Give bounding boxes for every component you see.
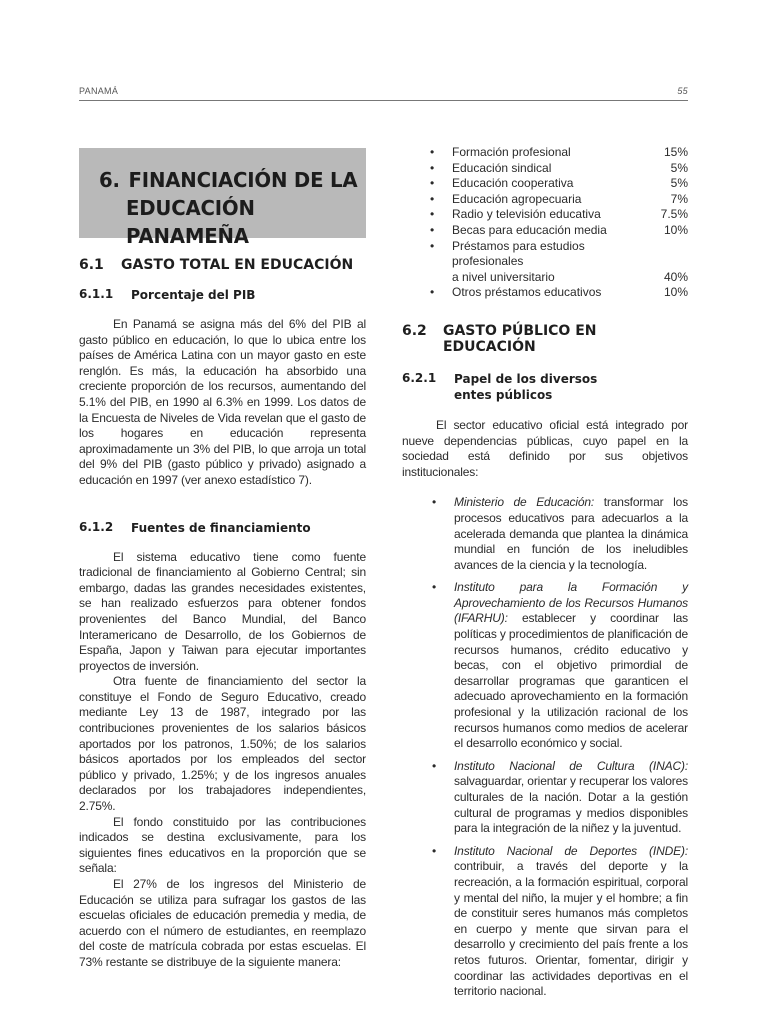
list-item: • Instituto Nacional de Cultura (INAC): salvaguardar, orientar y recuperar los valores culturales de la nación. Dotar a la gestión cultural de programas y medios disponibles para la integración de la niñez y la juventud. [432,758,688,836]
bullet-icon: • [430,191,435,206]
chapter-title-line2: EDUCACIÓN PANAMEÑA [125,196,255,248]
list-item: • Educación cooperativa 5% [430,176,688,191]
bullet-icon: • [432,843,437,858]
left-column [79,148,366,971]
bullet-icon: • [430,238,435,253]
section-heading-6-1 [79,257,366,273]
subsection-number: 6.1.2 [79,519,114,534]
subsection-title-line1: Papel de los diversos [454,371,598,386]
subsection-number: 6.1.1 [79,287,114,301]
list-item: • Formación profesional 15% [430,145,688,159]
paragraph-sources-2: Otra fuente de financiamiento del sector la constituye el Fondo de Seguro Educativo, creado mediante Ley 13 de 1987, integrado por las contribuciones provenientes de los salarios básicos aportados por los patronos, 1.50%; de los salarios básicos aportados por los empleados del sector público y privado, 1.25%; y de los ingresos anuales declarados por los trabajadores independientes, 2.75%. [79,674,366,814]
running-header-title: PANAMÁ [79,86,119,96]
list-item: • Préstamos para estudios profesionales a nivel universitario 40% [430,238,688,284]
chapter-title-line1: FINANCIACIÓN DE LA [128,168,358,192]
header-rule [79,100,688,101]
section-heading-6-2 [402,323,688,355]
bullet-icon: • [430,285,435,300]
paragraph-sources-3: El fondo constituido por las contribuciones indicados se destina exclusivamente, para los siguientes fines educativos en la proporción que se señala: [79,814,366,876]
section-number: 6.1 [79,257,104,273]
subsection-number: 6.2.1 [402,370,437,385]
subsection-title: Fuentes de financiamiento [131,520,311,535]
section-number: 6.2 [402,322,427,339]
bullet-icon: • [430,145,435,159]
subsection-title-line2: entes públicos [454,387,553,402]
list-item: • Ministerio de Educación: transformar los procesos educativos para adecuarlos a la acelerada demanda que plantea la dinámica mundial en función de los ineludibles avances de la ciencia y la tecnología. [432,495,688,572]
list-item: • Becas para educación media 10% [430,222,688,237]
subsection-title: Porcentaje del PIB [131,288,256,302]
section-title: GASTO PÚBLICO EN EDUCACIÓN [442,322,597,355]
chapter-title-box [79,148,366,248]
bullet-icon: • [432,580,437,595]
subsection-heading-6-2-1 [402,371,688,403]
list-item: • Radio y televisión educativa 7.5% [430,207,688,222]
subsection-heading-6-1-2 [79,520,366,536]
bullet-icon: • [432,758,437,773]
bullet-icon: • [430,160,435,175]
public-entities-list [402,495,688,999]
list-item: • Otros préstamos educativos 10% [430,285,688,300]
running-header [79,86,688,96]
paragraph-pib: En Panamá se asigna más del 6% del PIB al gasto público en educación, lo que lo ubica entre los países de América Latina con un mayor gasto en este renglón. Es más, la educación ha absorbido una creciente proporción de los recursos, aumentando del 5.1% del PIB, en 1990 al 6.3% en 1999. Los datos de la Encuesta de Niveles de Vida revelan que el gasto de los hogares en educación representa aproximadamente un 3% del PIB, lo que arroja un total del 9% del PIB (gasto público y privado) asignado a educación en 1997 (ver anexo estadístico 7). [79,317,366,487]
list-item: • Instituto para la Formación y Aprovechamiento de los Recursos Humanos (IFARHU): establecer y coordinar las políticas y procedimientos de planificación de recursos humanos, crédito educativo y becas, con el objetivo primordial de desarrollar programas que garanticen el adecuado aprovechamiento en la formación profesional y la utilización racional de los recursos humanos como medios de acelerar el desarrollo económico y social. [432,580,688,751]
subsection-heading-6-1-1 [79,287,366,303]
paragraph-sources-4: El 27% de los ingresos del Ministerio de Educación se utiliza para sufragar los gastos de las escuelas oficiales de educación premedia y media, de acuerdo con el número de estudiantes, en reemplazo del coste de matrícula cobrada por estas escuelas. El 73% restante se distribuye de la siguiente manera: [79,877,366,969]
list-item: • Educación agropecuaria 7% [430,191,688,206]
section-title: GASTO TOTAL EN EDUCACIÓN [121,257,354,273]
bullet-icon: • [432,495,437,510]
funds-distribution-list [402,145,688,301]
paragraph-entities-intro: El sector educativo oficial está integrado por nueve dependencias públicas, cuyo papel en la sociedad está definido por sus objetivos institucionales: [402,417,688,479]
bullet-icon: • [430,222,435,237]
bullet-icon: • [430,207,435,222]
list-item: • Instituto Nacional de Deportes (INDE): contribuir, a través del deporte y la recreación, a la formación espiritual, corporal y mental del niño, la mujer y el hombre; a fin de constituir seres humanos más completos en cuerpo y mente que sirvan para el desarrollo y crecimiento del país frente a los retos futuros. Orientar, fomentar, dirigir y coordinar las actividades deportivas en el territorio nacional. [432,843,688,999]
bullet-icon: • [430,176,435,191]
right-column [402,145,688,1000]
page-number: 55 [677,86,688,96]
paragraph-sources-1: El sistema educativo tiene como fuente tradicional de financiamiento al Gobierno Central; sin embargo, dadas las grandes necesidades existentes, se han realizado esfuerzos para obtener fondos provenientes del Banco Mundial, del Banco Interamericano de Desarrollo, de los Gobiernos de España, Japon y Taiwan para ejecutar importantes proyectos de inversión. [79,549,366,673]
chapter-number: 6. [99,168,120,192]
list-item: • Educación sindical 5% [430,160,688,175]
